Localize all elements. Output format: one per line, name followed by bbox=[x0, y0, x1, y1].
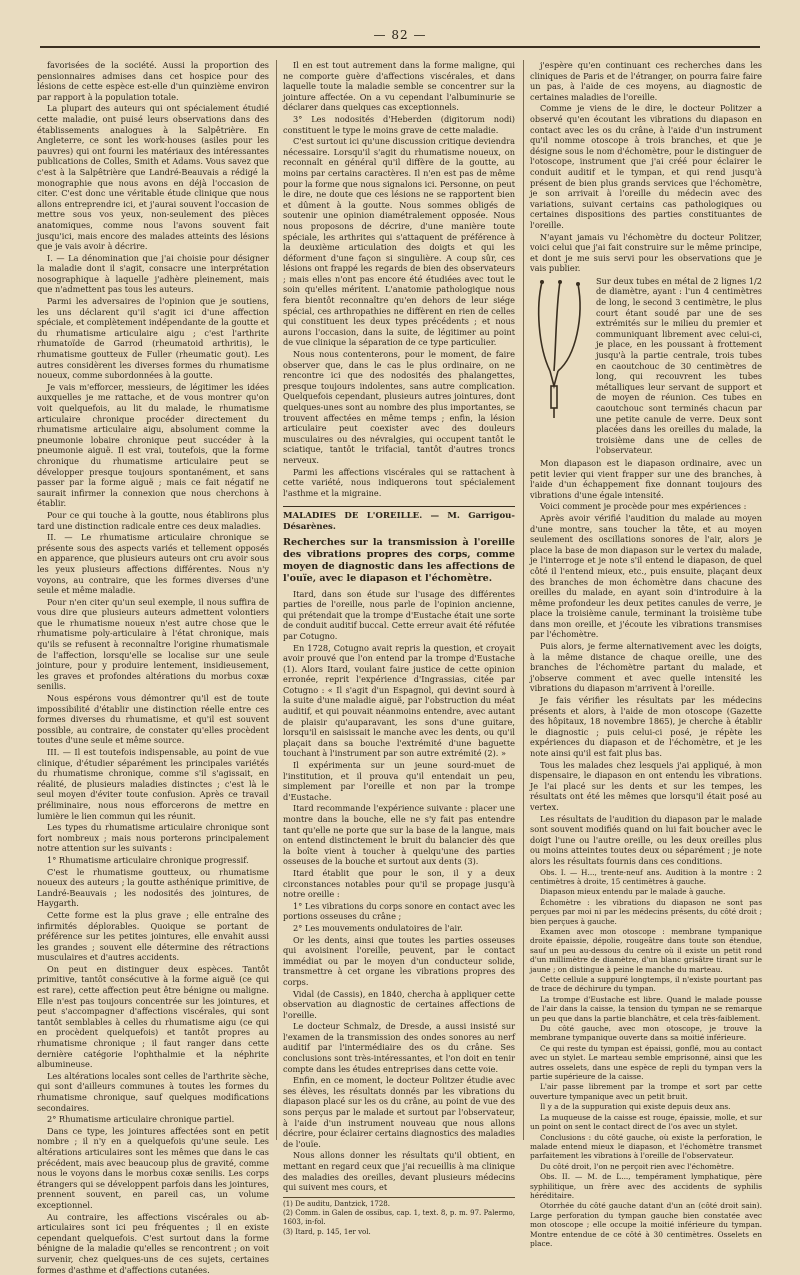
paragraph: Je vais m'efforcer, messieurs, de légitimer les idées auxquelles je me rattache, et de vous montrer qu'on voit quelquefois, au lit du malade, le rhumatisme articulaire chronique procéder directement du rhumatisme articulaire aigu, absolument comme la pneumonie lobaire chronique peut succéder à la pneumonie aiguë. Il est vrai, toutefois, que la forme chronique du rhumatisme articulaire peut se développer presque toujours spontanément, et sans passer par la forme aiguë ; mais ce fait négatif ne saurait infirmer la connexion que nous cherchons à établir. bbox=[37, 381, 269, 509]
paragraph: Il en est tout autrement dans la forme maligne, qui ne comporte guère d'affections viscérales, et dans laquelle toute la maladie semble se concentrer sur la jointure affectée. On a vu cependant l'albuminurie se déclarer dans quelques cas exceptionnels. bbox=[283, 60, 515, 113]
observation-paragraph: Échomètre : les vibrations du diapason ne sont pas perçues par moi ni par les médecins présents, du côté droit ; bien perçues à gauche. bbox=[530, 897, 762, 926]
paragraph: Les résultats de l'audition du diapason par le malade sont souvent modifiés quand on lui fait boucher avec le doigt l'une ou l'autre oreille, ou les deux oreilles plus ou moins atteintes toutes deux ou séparément ; je note alors les résultats fournis dans ces conditions. bbox=[530, 813, 762, 866]
observation-paragraph: La muqueuse de la caisse est rouge, épaissie, molle, et sur un point on sent le contact direct de l'os avec un stylet. bbox=[530, 1112, 762, 1132]
paragraph: Le docteur Schmalz, de Dresde, a aussi insisté sur l'examen de la transmission des ondes sonores au nerf auditif par l'intermédiaire des os du crâne. Ses conclusions sont très-intéressantes, et l'on doit en tenir compte dans les études entreprises dans cette voie. bbox=[283, 1021, 515, 1074]
paragraph: I. — La dénomination que j'ai choisie pour désigner la maladie dont il s'agit, consacre une interprétation nosographique à laquelle j'adhère pleinement, mais que n'admettent pas tous les auteurs. bbox=[37, 252, 269, 295]
paragraph: Itard, dans son étude sur l'usage des différentes parties de l'oreille, nous parle de l'opinion ancienne, qui prétendait que la trompe d'Eustache était une sorte de conduit auditif buccal. Cette erreur avait été réfutée par Cotugno. bbox=[283, 588, 515, 641]
observation-paragraph: Diapason mieux entendu par le malade à gauche. bbox=[540, 887, 726, 897]
observation-paragraph: Otorrhée du côté gauche datant d'un an (côté droit sain). Large perforation du tympan gauche bien constatée avec mon otoscope ; elle occupe la moitié inférieure du tympan. Montre entendue de ce côté à 30 centimètres. Osselets en place. bbox=[530, 1201, 762, 1248]
paragraph: Je fais vérifier les résultats par les médecins présents et alors, à l'aide de mon otoscope (Gazette des hôpitaux, 18 novembre 1865), je cherche à établir le diagnostic ; puis celui-ci posé, je répète les expériences du diapason et de l'échomètre, et je les note ainsi qu'il est fait plus bas. bbox=[530, 695, 762, 758]
paragraph: Voici comment je procède pour mes expériences : bbox=[540, 501, 747, 512]
paragraph: favorisées de la société. Aussi la proportion des pensionnaires admises dans cet hospice pour des lésions de cette espèce est-elle d'un quinzième environ par rapport à la population totale. bbox=[37, 60, 269, 102]
paragraph: III. — Il est toutefois indispensable, au point de vue clinique, d'étudier séparément les principales variétés du rhumatisme chronique, comme s'il s'agissait, en réalité, de plusieurs maladies distinctes ; c'est là le seul moyen d'éviter toute confusion. Après ce travail préliminaire, nous nous efforcerons de mettre en lumière le lien commun qui les réunit. bbox=[37, 747, 269, 821]
paragraph: Itard établit que pour le son, il y a deux circonstances notables pour qu'il se propage jusqu'à notre oreille : bbox=[283, 867, 515, 900]
paragraph: 2° Rhumatisme articulaire chronique partiel. bbox=[47, 1114, 235, 1125]
footnotes bbox=[283, 1197, 515, 1236]
column-left bbox=[37, 60, 269, 1275]
column-separator bbox=[523, 60, 524, 1140]
observation-paragraph: Cette cellule a suppuré longtemps, il n'existe pourtant pas de trace de déchirure du tympan. bbox=[530, 975, 762, 994]
figure-description: Sur deux tubes en métal de 2 lignes 1/2 de diamètre, ayant : l'un 4 centimètres de long, le second 3 centimètre, le plus court étant soudé par une de ses extrémités sur le milieu du premier et communiquant librement avec celui-ci, je place, en les poussant à frottement jusqu'à la partie centrale, trois tubes en caoutchouc de 30 centimètres de long, qui recouvrent les tubes métalliques leur servant de support et de moyen de réunion. Ces tubes en caoutchouc sont terminés chacun par une petite canule de verre. Deux sont placées dans les oreilles du malade, la troisième dans une de celles de l'observateur. bbox=[596, 275, 762, 456]
paragraph: Les altérations locales sont celles de l'arthrite sèche, qui sont d'ailleurs communes à toutes les formes du rhumatisme chronique, sauf quelques modifications secondaires. bbox=[37, 1070, 269, 1113]
echometre-figure bbox=[530, 276, 590, 426]
column-separator bbox=[276, 60, 277, 1140]
observation-paragraph: Obs. II. — M. de L..., tempérament lymphatique, père syphilitique, un frère avec des accidents de syphilis héréditaire. bbox=[530, 1172, 762, 1200]
instrument-figure-block bbox=[530, 276, 762, 456]
paragraph: 3° Les nodosités d'Heberden (digitorum nodi) constituent le type le moins grave de cette maladie. bbox=[283, 113, 515, 135]
paragraph: La plupart des auteurs qui ont spécialement étudié cette maladie, ont puisé leurs observations dans des établissements analogues à la Salpêtrière. En Angleterre, ce sont les work-houses (asiles pour les pauvres) qui ont fourni les matériaux des intéressantes publications de Colles, Smith et Adams. Vous savez que c'est à la Salpêtrière que Landré-Beauvais a rédigé la monographie que nous avons en déjà l'occasion de citer. C'est donc une véritable étude clinique que nous allons entreprendre ici, et j'aurai souvent l'occasion de mettre sous vos yeux, non-seulement des pièces anatomiques, comme nous l'avons souvent fait jusqu'ici, mais encore des malades atteints des lésions que je vais avoir à décrire. bbox=[37, 103, 269, 252]
paragraph: Parmi les adversaires de l'opinion que je soutiens, les uns déclarent qu'il s'agit ici d'une affection spéciale, et complètement indépendante de la goutte et du rhumatisme articulaire aigu ; c'est l'arthrite rhumatoïde de Garrod (rheumatoid arthritis), le rhumatisme goutteux de Fuller (rheumatic gout). Les autres considèrent les diverses formes du rhumatisme noueux, comme subordonnées à la goutte. bbox=[37, 296, 269, 381]
paragraph: Enfin, en ce moment, le docteur Politzer étudie avec ses élèves, les résultats donnés par les vibrations du diapason placé sur les os du crâne, au point de vue des sons perçus par le malade et surtout par l'observateur, à l'aide d'un instrument nouveau que nous allons décrire, pour éclairer certains diagnostics des maladies de l'ouïe. bbox=[283, 1075, 515, 1149]
observation-paragraph: Il y a de la suppuration qui existe depuis deux ans. bbox=[540, 1102, 731, 1112]
observation-paragraph: Du côté gauche, avec mon otoscope, je trouve la membrane tympanique ouverte dans sa moitié inférieure. bbox=[530, 1024, 762, 1043]
footnote: (2) Comm. in Galen de ossibus, cap. 1, text. 8, p. m. 97. Palermo, 1603, in-fol. bbox=[283, 1209, 515, 1226]
paragraph: En 1728, Cotugno avait repris la question, et croyait avoir prouvé que l'on entend par la trompe d'Eustache (1). Alors Itard, voulant faire justice de cette opinion erronée, reprit l'expérience d'Ingrassias, citée par Cotugno : « Il s'agit d'un Espagnol, qui devint sourd à la suite d'une maladie aiguë, par l'obstruction du méat auditif, et qui pouvait néanmoins entendre, avec autant de plaisir qu'auparavant, les sons d'une guitare, lorsqu'il en saisissait le manche avec les dents, ou qu'il plaçait dans sa bouche l'extrémité d'une baguette touchant à l'instrument par son autre extrémité (2). » bbox=[283, 642, 515, 759]
paragraph: Il expérimenta sur un jeune sourd-muet de l'institution, et il prouva qu'il entendait un peu, simplement par l'oreille et non par la trompe d'Eustache. bbox=[283, 760, 515, 802]
echometre-icon bbox=[530, 276, 590, 426]
paragraph: C'est surtout ici qu'une discussion critique deviendra nécessaire. Lorsqu'il s'agit du rhumatisme noueux, on reconnaît en général qu'il diffère de la goutte, au moins par certains caractères. Il n'en est pas de même pour la forme que nous signalons ici. Personne, on peut le dire, ne doute que ces lésions ne se rapportent bien et dûment à la goutte. Nous sommes obligés de soutenir une opinion diamétralement opposée. Nous nous proposons de décrire, d'une manière toute spéciale, les arthrites qui s'attaquent de préférence à la deuxième articulation des doigts et qui les déforment d'une façon si singulière. A coup sûr, ces lésions ont frappé les regards de bien des observateurs ; mais elles n'ont pas encore été étudiées avec tout le soin qu'elles méritent. L'anatomie pathologique nous fera bientôt reconnaître qu'en dehors de leur siége spécial, ces arthropathies ne diffèrent en rien de celles qui constituent les deux types précédents ; et nous aurons l'occasion, dans la suite, de légitimer au point de vue clinique la séparation de ce type particulier. bbox=[283, 136, 515, 348]
observation-paragraph: Du côté droit, l'on ne perçoit rien avec l'échomètre. bbox=[540, 1161, 734, 1171]
paragraph: Comme je viens de le dire, le docteur Politzer a observé qu'en écoutant les vibrations du diapason en contact avec les os du crâne, à l'aide d'un instrument qu'il nomme otoscope à trois branches, et que je désigne sous le nom d'échomètre, pour le distinguer de l'otoscope, instrument que j'ai créé pour éclairer le conduit auditif et le tympan, et qui rend jusqu'à présent de bien plus grands services que l'échomètre, je son arrivait à l'oreille du médecin avec des variations, suivant certains cas pathologiques ou certaines dispositions des parties constituantes de l'oreille. bbox=[530, 103, 762, 230]
observation-paragraph: Obs. I. — H..., trente-neuf ans. Audition à la montre : 2 centimètres à droite, 15 centimètres à gauche. bbox=[530, 867, 762, 886]
section-title: MALADIES DE L'OREILLE. — M. Garrigou-Désarènes. bbox=[283, 506, 515, 532]
paragraph: j'espère qu'en continuant ces recherches dans les cliniques de Paris et de l'étranger, on pourra faire faire un pas, à l'aide de ces moyens, au diagnostic de certaines maladies de l'oreille. bbox=[530, 60, 762, 102]
paragraph: Pour n'en citer qu'un seul exemple, il nous suffira de vous dire que plusieurs auteurs admettent volontiers que le rhumatisme noueux n'est autre chose que le rhumatisme poly-articulaire à l'état chronique, mais qu'ils se refusent à reconnaître l'origine rhumatismale de l'affection, lorsqu'elle se localise sur une seule jointure, pour y produire lentement, insidieusement, les graves et profondes altérations du morbus coxæ senilis. bbox=[37, 596, 269, 692]
footnote: (1) De auditu, Dantzick, 1728. bbox=[283, 1199, 390, 1208]
article-title: Recherches sur la transmission à l'oreille des vibrations propres des corps, comme moyen de diagnostic dans les affections de l'ouïe, avec le diapason et l'échomètre. bbox=[283, 536, 515, 584]
paragraph: II. — Le rhumatisme articulaire chronique se présente sous des aspects variés et tellement opposés en apparence, que plusieurs auteurs ont cru avoir sous les yeux plusieurs affections différentes. Nous n'y voyons, au contraire, que les formes diverses d'une seule et même maladie. bbox=[37, 532, 269, 596]
paragraph: Pour ce qui touche à la goutte, nous établirons plus tard une distinction radicale entre ces deux maladies. bbox=[37, 509, 269, 531]
header-rule bbox=[40, 46, 760, 48]
footnote: (3) Itard, p. 145, 1er vol. bbox=[283, 1227, 371, 1236]
page-number: — 82 — bbox=[373, 28, 427, 42]
observation-paragraph: Ce qui reste du tympan est épaissi, gonflé, mou au contact avec un stylet. Le marteau semble emprisonné, ainsi que les autres osselets, dans une espèce de repli du tympan vers la partie supérieure de la caisse. bbox=[530, 1043, 762, 1082]
paragraph: On peut en distinguer deux espèces. Tantôt primitive, tantôt consécutive à la forme aiguë (ce qui est rare), cette affection peut être bénigne ou maligne. Elle n'est pas toujours concentrée sur les jointures, et peut s'accompagner d'affections viscérales, qui sont tantôt semblables à celles du rhumatisme aigu (ce qui en procèdent quelquefois) et tantôt propres au rhumatisme chronique ; il faut ranger dans cette dernière catégorie l'ophthalmie et la néphrite albumineuse. bbox=[37, 963, 269, 1070]
paragraph: 2° Les mouvements ondulatoires de l'air. bbox=[293, 922, 463, 933]
paragraph: N'ayant jamais vu l'échomètre du docteur Politzer, voici celui que j'ai fait construire sur le même principe, et dont je me suis servi pour les observations que je vais publier. bbox=[530, 231, 762, 274]
observation-paragraph: Examen avec mon otoscope : membrane tympanique droite épaissie, dépolie, rougeâtre dans toute son étendue, sauf un peu au-dessous du centre où il existe un petit rond d'un millimètre de diamètre, d'un blanc grisâtre tirant sur le jaune ; on distingue à peine le manche du marteau. bbox=[530, 926, 762, 974]
paragraph: Tous les malades chez lesquels j'ai appliqué, à mon dispensaire, le diapason en ont entendu les vibrations. Je l'ai placé sur les dents et sur les tempes, les résultats ont été les mêmes que lorsqu'il était posé au vertex. bbox=[530, 759, 762, 812]
paragraph: C'est le rhumatisme goutteux, ou rhumatisme noueux des auteurs ; la goutte asthénique primitive, de Landré-Beauvais ; les nodosités des jointures, de Haygarth. bbox=[37, 866, 269, 909]
paragraph: Nous allons donner les résultats qu'il obtient, en mettant en regard ceux que j'ai recueillis à ma clinique des maladies des oreilles, devant plusieurs médecins qui suivent mes cours, et bbox=[283, 1150, 515, 1193]
paragraph: Au contraire, les affections viscérales ou ab-articulaires sont ici peu fréquentes ; il en existe cependant quelquefois. C'est surtout dans la forme bénigne de la maladie qu'elles se rencontrent ; on voit survenir, chez quelques-uns de ces sujets, certaines formes d'asthme et d'affections cutanées. bbox=[37, 1211, 269, 1275]
paragraph: 1° Rhumatisme articulaire chronique progressif. bbox=[47, 854, 249, 865]
paragraph: 1° Les vibrations du corps sonore en contact avec les portions osseuses du crâne ; bbox=[283, 900, 515, 922]
paragraph: Puis alors, je ferme alternativement avec les doigts, à la même distance de chaque oreille, une des branches de l'échomètre partant du malade, et j'observe comment et avec quelle intensité les vibrations du diapason m'arrivent à l'oreille. bbox=[530, 641, 762, 694]
paragraph: Cette forme est la plus grave ; elle entraîne des infirmités déplorables. Quoique se portant de préférence sur les petites jointures, elle envahit aussi les grandes ; souvent elle détermine des rétractions musculaires et d'autres accidents. bbox=[37, 909, 269, 963]
observation-paragraph: Conclusions : du côté gauche, où existe la perforation, le malade entend mieux le diapason, et l'échomètre transmet parfaitement les vibrations à l'oreille de l'observateur. bbox=[530, 1132, 762, 1161]
paragraph: Dans ce type, les jointures affectées sont en petit nombre ; il n'y en a quelquefois qu'une seule. Les altérations articulaires sont les mêmes que dans le cas précédent, mais avec beaucoup plus de gravité, comme nous le voyons dans le morbus coxæ senilis. Les corps étrangers qui se développent parfois dans les jointures, prennent souvent, en pareil cas, un volume exceptionnel. bbox=[37, 1125, 269, 1210]
paragraph: Nous nous contenterons, pour le moment, de faire observer que, dans le cas le plus ordinaire, on ne rencontre ici que des nodosités des phalangettes, presque toujours indolentes, sans autre complication. Quelquefois cependant, plusieurs autres jointures, dont quelques-unes sont au nombre des plus importantes, se trouvent affectées en même temps ; enfin, la lésion articulaire peut coexister avec des douleurs musculaires ou des névralgies, qui occupent tantôt le sciatique, tantôt le trifacial, tantôt d'autres troncs nerveux. bbox=[283, 349, 515, 465]
paragraph: Or les dents, ainsi que toutes les parties osseuses qui avoisinent l'oreille, peuvent, par le contact immédiat ou par le moyen d'un conducteur solide, transmettre à cet organe les vibrations propres des corps. bbox=[283, 934, 515, 987]
observations bbox=[530, 868, 762, 1249]
column-right bbox=[530, 60, 762, 1248]
observation-paragraph: La trompe d'Eustache est libre. Quand le malade pousse de l'air dans la caisse, la tension du tympan ne se remarque un peu que dans la partie blanchâtre, et cela très-faiblement. bbox=[530, 994, 762, 1023]
paragraph: Nous espérons vous démontrer qu'il est de toute impossibilité d'établir une distinction réelle entre ces formes diverses du rhumatisme, et qu'il est souvent possible, au contraire, de constater qu'elles procèdent toutes d'une seule et même source. bbox=[37, 693, 269, 746]
column-middle bbox=[283, 60, 515, 1236]
paragraph: Parmi les affections viscérales qui se rattachent à cette variété, nous indiquerons tout spécialement l'asthme et la migraine. bbox=[283, 466, 515, 498]
observation-paragraph: L'air passe librement par la trompe et sort par cette ouverture tympanique avec un petit bruit. bbox=[530, 1082, 762, 1101]
paragraph: Itard recommande l'expérience suivante : placer une montre dans la bouche, elle ne s'y fait pas entendre tant qu'elle ne porte que sur la base de la langue, mais on entend distinctement le bruit du balancier dès que la boîte vient à toucher à quelqu'une des parties osseuses de la bouche et surtout aux dents (3). bbox=[283, 803, 515, 867]
paragraph: Les types du rhumatisme articulaire chronique sont fort nombreux ; mais nous porterons principalement notre attention sur les suivants : bbox=[37, 822, 269, 854]
paragraph: Vidal (de Cassis), en 1840, chercha à appliquer cette observation au diagnostic de certaines affections de l'oreille. bbox=[283, 988, 515, 1020]
paragraph: Après avoir vérifié l'audition du malade au moyen d'une montre, sans toucher la tête, et au moyen seulement des oscillations sonores de l'air, alors je place la base de mon diapason sur le vertex du malade, je l'interroge et je note s'il entend le diapason, de quel côté il l'entend mieux, etc., puis ensuite, plaçant deux des branches de mon échomètre dans chacune des oreilles du malade, en ayant soin d'introduire à la même profondeur les deux petites canules de verre, je place la troisième canule, terminant la troisième tube dans mon oreille, et j'écoute les vibrations transmises par l'échomètre. bbox=[530, 512, 762, 640]
paragraph: Mon diapason est le diapason ordinaire, avec un petit levier qui vient frapper sur une des branches, à l'aide d'un échappement fixe donnant toujours des vibrations d'une égale intensité. bbox=[530, 457, 762, 500]
